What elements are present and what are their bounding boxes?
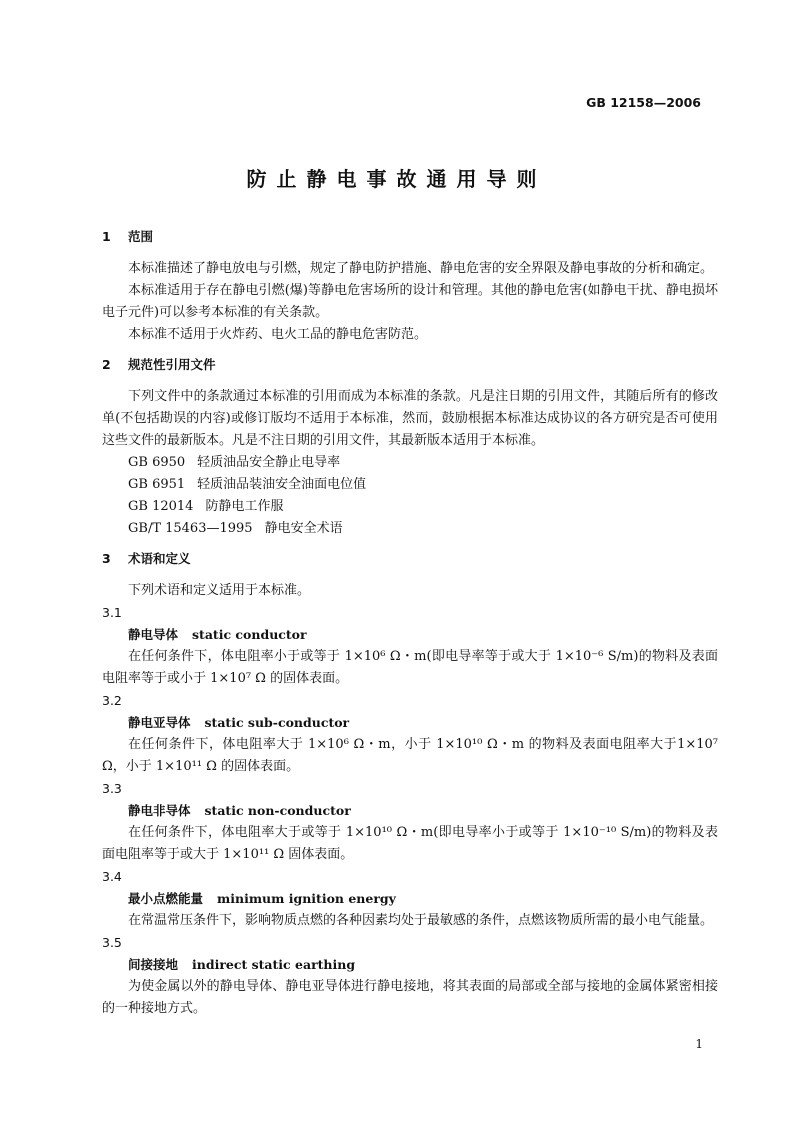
term-entry <box>102 602 718 690</box>
section-title: 术语和定义 <box>128 551 191 566</box>
reference-code: GB 12014 <box>128 499 194 514</box>
reference-item <box>128 452 718 474</box>
term-name <box>128 888 718 910</box>
term-definition: 为使金属以外的静电导体、静电亚导体进行静电接地，将其表面的局部或全部与接地的金属体紧密相接的一种接地方式。 <box>102 979 718 1016</box>
term-definition: 在常温常压条件下，影响物质点燃的各种因素均处于最敏感的条件，点燃该物质所需的最小电气能量。 <box>128 913 714 928</box>
term-cn: 静电非导体 <box>128 803 191 818</box>
section-scope <box>102 228 718 346</box>
term-name <box>128 712 718 734</box>
term-cn: 静电亚导体 <box>128 715 191 730</box>
standard-number: GB 12158—2006 <box>586 95 701 110</box>
section-title: 范围 <box>128 229 154 244</box>
section-heading <box>102 550 718 568</box>
section-heading <box>102 356 718 374</box>
term-number: 3.1 <box>102 605 122 620</box>
reference-item <box>128 474 718 496</box>
section-heading <box>102 228 718 246</box>
term-en: static conductor <box>192 627 307 642</box>
section-normative-references <box>102 356 718 540</box>
term-number: 3.2 <box>102 693 122 708</box>
term-en: minimum ignition energy <box>217 891 396 906</box>
page-title: 防止静电事故通用导则 <box>246 167 547 191</box>
paragraph: 本标准描述了静电放电与引燃，规定了静电防护措施、静电危害的安全界限及静电事故的分析和确定。 <box>128 261 714 276</box>
term-cn: 最小点燃能量 <box>128 891 204 906</box>
term-number: 3.4 <box>102 869 122 884</box>
term-number: 3.3 <box>102 781 122 796</box>
term-cn: 间接接地 <box>128 957 179 972</box>
page-number: 1 <box>695 1037 703 1051</box>
paragraph: 本标准适用于存在静电引燃(爆)等静电危害场所的设计和管理。其他的静电危害(如静电干扰、静电损坏电子元件)可以参考本标准的有关条款。 <box>102 283 718 320</box>
term-entry <box>102 866 718 932</box>
reference-name: 轻质油品安全静止电导率 <box>197 455 341 470</box>
reference-item <box>128 518 718 540</box>
paragraph: 下列文件中的条款通过本标准的引用而成为本标准的条款。凡是注日期的引用文件，其随后所有的修改单(不包括勘误的内容)或修订版均不适用于本标准，然而，鼓励根据本标准达成协议的各方研究是否可使用这些文件的最新版本。凡是不注日期的引用文件，其最新版本适用于本标准。 <box>102 389 718 448</box>
term-entry <box>102 690 718 778</box>
term-en: static non-conductor <box>204 803 351 818</box>
term-definition: 在任何条件下，体电阻率小于或等于 1×10⁶ Ω・m(即电导率等于或大于 1×10⁻⁶ S/m)的物料及表面电阻率等于或小于 1×10⁷ Ω 的固体表面。 <box>102 649 718 686</box>
section-title: 规范性引用文件 <box>128 357 216 372</box>
reference-item <box>128 496 718 518</box>
paragraph: 下列术语和定义适用于本标准。 <box>128 583 311 598</box>
paragraph: 本标准不适用于火炸药、电火工品的静电危害防范。 <box>128 327 428 342</box>
term-name <box>128 800 718 822</box>
reference-code: GB 6950 <box>128 455 186 470</box>
term-en: indirect static earthing <box>192 957 356 972</box>
term-entry <box>102 932 718 1020</box>
reference-name: 静电安全术语 <box>264 521 343 536</box>
term-name <box>128 624 718 646</box>
section-number: 1 <box>102 229 111 244</box>
section-terms-definitions <box>102 550 718 1020</box>
term-definition: 在任何条件下，体电阻率大于 1×10⁶ Ω・m，小于 1×10¹⁰ Ω・m 的物料及表面电阻率大于1×10⁷ Ω，小于 1×10¹¹ Ω 的固体表面。 <box>102 737 718 774</box>
reference-code: GB 6951 <box>128 477 186 492</box>
term-definition: 在任何条件下，体电阻率大于或等于 1×10¹⁰ Ω・m(即电导率小于或等于 1×10⁻¹⁰ S/m)的物料及表面电阻率等于或大于 1×10¹¹ Ω 固体表面。 <box>102 825 718 862</box>
term-name <box>128 954 718 976</box>
term-en: static sub-conductor <box>204 715 350 730</box>
document-body <box>102 228 718 1020</box>
reference-name: 轻质油品装油安全油面电位值 <box>197 477 367 492</box>
reference-name: 防静电工作服 <box>205 499 284 514</box>
term-number: 3.5 <box>102 935 122 950</box>
section-number: 2 <box>102 357 111 372</box>
term-cn: 静电导体 <box>128 627 179 642</box>
term-entry <box>102 778 718 866</box>
reference-code: GB/T 15463—1995 <box>128 521 253 536</box>
section-number: 3 <box>102 551 111 566</box>
